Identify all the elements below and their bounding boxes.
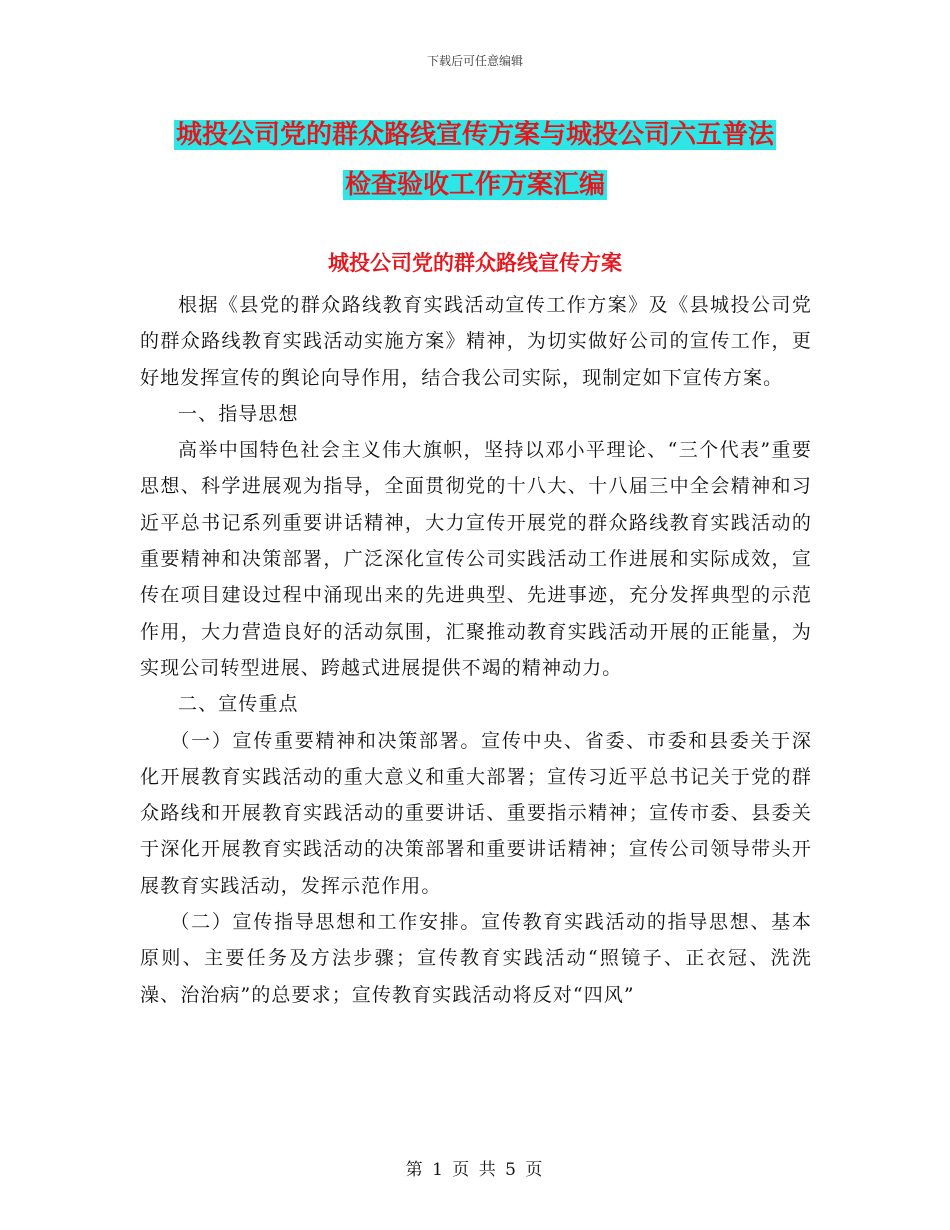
title-line-1: 城投公司党的群众路线宣传方案与城投公司六五普法	[175, 120, 774, 150]
header-note: 下载后可任意编辑	[426, 54, 523, 68]
title-line-2: 检查验收工作方案汇编	[344, 170, 605, 200]
paragraph-intro: 根据《县党的群众路线教育实践活动宣传工作方案》及《县城投公司党的群众路线教育实践活动实施方案》精神，为切实做好公司的宣传工作，更好地发挥宣传的舆论向导作用，结合我公司实际，现制定如下宣传方案。	[140, 294, 812, 389]
document-title	[140, 110, 810, 210]
heading-guiding-thought: 一、指导思想	[178, 402, 299, 425]
document-body	[140, 287, 812, 1013]
page-footer: 第 1 页 共 5 页	[405, 1160, 545, 1180]
paragraph-focus-1: （一）宣传重要精神和决策部署。宣传中央、省委、市委和县委关于深化开展教育实践活动的重大意义和重大部署；宣传习近平总书记关于党的群众路线和开展教育实践活动的重要讲话、重要指示精神；宣传市委、县委关于深化开展教育实践活动的决策部署和重要讲话精神；宣传公司领导带头开展教育实践活动，发挥示范作用。	[140, 729, 812, 897]
heading-publicity-focus: 二、宣传重点	[178, 693, 299, 716]
paragraph-focus-2: （二）宣传指导思想和工作安排。宣传教育实践活动的指导思想、基本原则、主要任务及方法步骤；宣传教育实践活动“照镜子、正衣冠、洗洗澡、治治病”的总要求；宣传教育实践活动将反对“四风”	[140, 911, 812, 1006]
section-title: 城投公司党的群众路线宣传方案	[328, 250, 622, 275]
paragraph-guiding-thought: 高举中国特色社会主义伟大旗帜，坚持以邓小平理论、“三个代表”重要思想、科学进展观为指导，全面贯彻党的十八大、十八届三中全会精神和习近平总书记系列重要讲话精神，大力宣传开展党的群众路线教育实践活动的重要精神和决策部署，广泛深化宣传公司实践活动工作进展和实际成效，宣传在项目建设过程中涌现出来的先进典型、先进事迹，充分发挥典型的示范作用，大力营造良好的活动氛围，汇聚推动教育实践活动开展的正能量，为实现公司转型进展、跨越式进展提供不竭的精神动力。	[140, 439, 812, 679]
